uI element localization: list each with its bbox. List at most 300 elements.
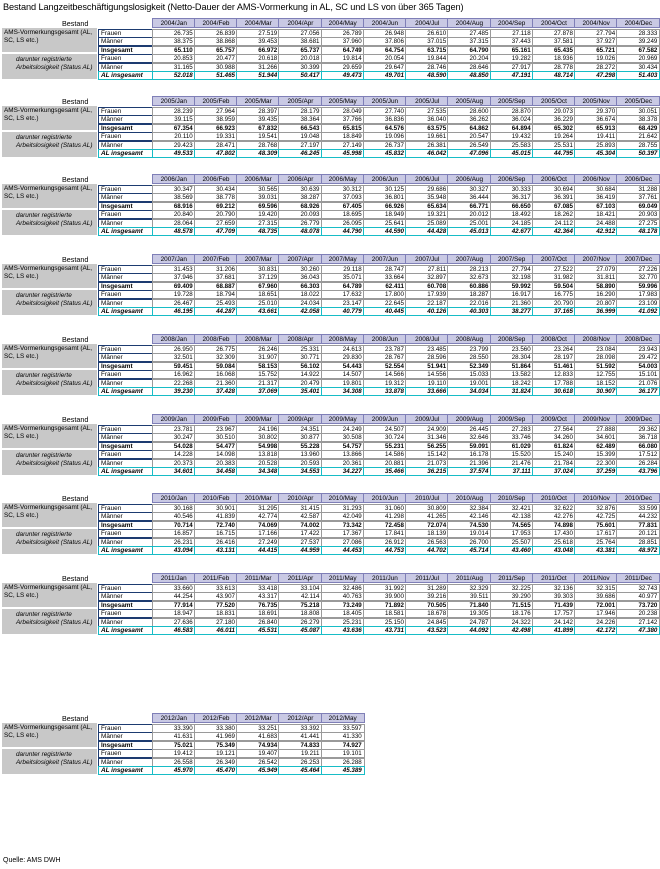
table-cell: 27.142 xyxy=(616,618,660,627)
table-cell: 37.761 xyxy=(616,193,660,202)
table-cell: 42.498 xyxy=(490,626,534,635)
table-cell: 27.226 xyxy=(616,265,660,274)
table-cell: 45.015 xyxy=(490,149,534,158)
table-cell: 17.788 xyxy=(532,379,576,388)
table-cell: 46.583 xyxy=(152,626,196,635)
table-cell: 64.894 xyxy=(490,124,534,133)
table-cell: 20.238 xyxy=(616,609,660,618)
table-cell: 36.024 xyxy=(490,115,534,124)
table-cell: 27.197 xyxy=(278,141,322,150)
table-cell: 29.830 xyxy=(321,353,365,362)
table-cell: 44.795 xyxy=(532,149,576,158)
table-cell: 45.087 xyxy=(278,626,322,635)
row-label: Männer xyxy=(98,353,158,362)
table-cell: 54.028 xyxy=(152,442,196,451)
month-header: 2006/Mar xyxy=(236,174,280,184)
table-cell: 27.811 xyxy=(405,265,449,274)
table-cell: 39.435 xyxy=(236,115,280,124)
table-cell: 30.877 xyxy=(278,433,322,442)
table-cell: 19.121 xyxy=(194,749,238,758)
row-label: Insgesamt xyxy=(98,202,158,211)
table-cell: 18.492 xyxy=(490,210,534,219)
month-header: 2005/Feb xyxy=(194,96,238,106)
table-cell: 39.249 xyxy=(616,37,660,46)
table-cell: 65.435 xyxy=(532,46,576,55)
table-cell: 62.411 xyxy=(363,282,407,291)
bestand-label: Bestand xyxy=(62,494,89,503)
table-cell: 43.636 xyxy=(321,626,365,635)
table-cell: 29.073 xyxy=(532,107,576,116)
data-rows xyxy=(2,184,658,235)
table-cell: 24.249 xyxy=(321,425,365,434)
table-cell: 52.349 xyxy=(447,362,491,371)
table-cell: 18.421 xyxy=(574,210,618,219)
table-cell: 30.434 xyxy=(616,63,660,72)
table-cell: 25.893 xyxy=(574,141,618,150)
table-cell: 74.898 xyxy=(532,521,576,530)
table-cell: 67.103 xyxy=(574,202,618,211)
table-cell: 65.721 xyxy=(574,46,618,55)
table-cell: 39.453 xyxy=(236,37,280,46)
month-header: 2011/Jan xyxy=(152,573,196,583)
table-cell: 30.508 xyxy=(321,433,365,442)
table-cell: 18.947 xyxy=(152,609,196,618)
table-cell: 64.789 xyxy=(321,282,365,291)
table-cell: 39.511 xyxy=(447,592,491,601)
table-cell: 40.445 xyxy=(363,307,407,316)
table-cell: 42.114 xyxy=(278,592,322,601)
table-cell: 27.636 xyxy=(152,618,196,627)
row-label: Frauen xyxy=(98,749,158,758)
table-cell: 31.982 xyxy=(532,273,576,282)
table-cell: 36.674 xyxy=(574,115,618,124)
table-cell: 31.295 xyxy=(236,504,280,513)
month-header-row xyxy=(2,414,653,424)
table-cell: 36.043 xyxy=(278,273,322,282)
table-cell: 41.298 xyxy=(363,512,407,521)
table-cell: 15.033 xyxy=(447,370,491,379)
table-cell: 31.289 xyxy=(405,584,449,593)
table-cell: 27.275 xyxy=(616,219,660,228)
table-cell: 26.416 xyxy=(194,538,238,547)
table-cell: 55.231 xyxy=(363,442,407,451)
table-cell: 26.246 xyxy=(236,345,280,354)
table-cell: 23.084 xyxy=(574,345,618,354)
table-cell: 19.048 xyxy=(278,132,322,141)
table-cell: 75.601 xyxy=(574,521,618,530)
table-cell: 20.593 xyxy=(278,459,322,468)
table-cell: 27.878 xyxy=(532,29,576,38)
table-cell: 39.900 xyxy=(363,592,407,601)
table-cell: 55.228 xyxy=(278,442,322,451)
year-block xyxy=(2,174,658,235)
year-block xyxy=(2,254,658,315)
table-cell: 42.725 xyxy=(574,512,618,521)
month-header: 2009/Sep xyxy=(490,414,534,424)
table-cell: 27.659 xyxy=(194,219,238,228)
table-cell: 44.287 xyxy=(194,307,238,316)
table-cell: 20.110 xyxy=(152,132,196,141)
month-header: 2008/Oct xyxy=(532,334,576,344)
table-cell: 25.010 xyxy=(236,299,280,308)
row-label: Frauen xyxy=(98,345,158,354)
month-header: 2004/Oct xyxy=(532,18,576,28)
table-cell: 20.969 xyxy=(616,54,660,63)
table-cell: 28.768 xyxy=(236,141,280,150)
table-cell: 71.515 xyxy=(490,601,534,610)
row-label: Frauen xyxy=(98,185,158,194)
table-cell: 46.011 xyxy=(194,626,238,635)
table-cell: 25.493 xyxy=(194,299,238,308)
table-cell: 27.740 xyxy=(363,107,407,116)
table-cell: 30.802 xyxy=(236,433,280,442)
row-label: AL insgesamt xyxy=(98,546,158,555)
table-cell: 27.537 xyxy=(278,538,322,547)
table-cell: 37.681 xyxy=(194,273,238,282)
table-cell: 31.453 xyxy=(152,265,196,274)
table-cell: 14.228 xyxy=(152,450,196,459)
bestand-label: Bestand xyxy=(62,255,89,264)
table-cell: 66.080 xyxy=(616,442,660,451)
table-cell: 16.715 xyxy=(194,529,238,538)
month-header: 2006/Nov xyxy=(574,174,618,184)
group-label-registered-unemployed: darunter registrierte Arbeitslosigkeit (Status AL) xyxy=(2,54,97,79)
month-header: 2007/Mar xyxy=(236,254,280,264)
month-header: 2010/Jul xyxy=(405,493,449,503)
table-cell: 30.312 xyxy=(321,185,365,194)
table-cell: 24.196 xyxy=(236,425,280,434)
row-label: AL insgesamt xyxy=(98,149,158,158)
row-label: Männer xyxy=(98,459,158,468)
table-cell: 46.245 xyxy=(278,149,322,158)
table-cell: 30.347 xyxy=(152,185,196,194)
table-cell: 41.839 xyxy=(194,512,238,521)
table-cell: 20.093 xyxy=(278,210,322,219)
table-cell: 18.808 xyxy=(278,609,322,618)
table-cell: 31.907 xyxy=(236,353,280,362)
table-cell: 23.943 xyxy=(616,345,660,354)
table-cell: 43.317 xyxy=(236,592,280,601)
table-cell: 30.125 xyxy=(363,185,407,194)
table-cell: 27.535 xyxy=(405,107,449,116)
month-header: 2006/Apr xyxy=(278,174,322,184)
table-cell: 26.549 xyxy=(447,141,491,150)
table-cell: 31.206 xyxy=(194,265,238,274)
table-cell: 31.266 xyxy=(236,63,280,72)
data-rows xyxy=(2,28,658,79)
table-cell: 20.881 xyxy=(363,459,407,468)
table-cell: 19.321 xyxy=(405,210,449,219)
month-header: 2008/Jun xyxy=(363,334,407,344)
table-cell: 17.422 xyxy=(278,529,322,538)
row-label: Frauen xyxy=(98,370,158,379)
row-label: Frauen xyxy=(98,529,158,538)
group-label-registered-unemployed: darunter registrierte Arbeitslosigkeit (Status AL) xyxy=(2,370,97,395)
table-cell: 30.694 xyxy=(532,185,576,194)
table-cell: 54.477 xyxy=(194,442,238,451)
table-cell: 43.048 xyxy=(532,546,576,555)
table-cell: 19.264 xyxy=(532,132,576,141)
month-header: 2010/Jan xyxy=(152,493,196,503)
table-cell: 26.563 xyxy=(405,538,449,547)
table-cell: 21.360 xyxy=(194,379,238,388)
table-cell: 21.073 xyxy=(405,459,449,468)
table-cell: 20.853 xyxy=(152,54,196,63)
row-label: Insgesamt xyxy=(98,741,158,750)
table-cell: 34.553 xyxy=(278,467,322,476)
table-cell: 35.401 xyxy=(278,387,322,396)
month-header: 2010/Oct xyxy=(532,493,576,503)
table-cell: 20.618 xyxy=(236,54,280,63)
row-label: Insgesamt xyxy=(98,282,158,291)
table-cell: 32.486 xyxy=(321,584,365,593)
table-cell: 28.304 xyxy=(490,353,534,362)
group-label-registered-unemployed: darunter registrierte Arbeitslosigkeit (Status AL) xyxy=(2,609,97,634)
table-cell: 32.673 xyxy=(447,273,491,282)
group-label-ams-total: AMS-Vormerkungsgesamt (AL, SC, LS etc.) xyxy=(2,503,97,528)
table-cell: 66.650 xyxy=(490,202,534,211)
month-header: 2004/Sep xyxy=(490,18,534,28)
table-cell: 20.479 xyxy=(278,379,322,388)
table-cell: 28.550 xyxy=(447,353,491,362)
table-cell: 37.574 xyxy=(447,467,491,476)
table-cell: 37.315 xyxy=(447,37,491,46)
month-header: 2004/Feb xyxy=(194,18,238,28)
table-cell: 19.412 xyxy=(152,749,196,758)
table-cell: 38.287 xyxy=(278,193,322,202)
month-header: 2004/Mar xyxy=(236,18,280,28)
month-header: 2008/Nov xyxy=(574,334,618,344)
table-cell: 44.753 xyxy=(363,546,407,555)
table-cell: 30.260 xyxy=(278,265,322,274)
table-cell: 72.074 xyxy=(405,521,449,530)
table-cell: 35.948 xyxy=(405,193,449,202)
month-header: 2011/Jul xyxy=(405,573,449,583)
table-cell: 24.322 xyxy=(490,618,534,627)
table-cell: 13.960 xyxy=(278,450,322,459)
table-cell: 51.941 xyxy=(405,362,449,371)
table-cell: 33.392 xyxy=(278,724,322,733)
table-cell: 74.530 xyxy=(447,521,491,530)
table-cell: 28.064 xyxy=(152,219,196,228)
table-cell: 30.907 xyxy=(574,387,618,396)
table-cell: 73.720 xyxy=(616,601,660,610)
row-label: AL insgesamt xyxy=(98,626,158,635)
table-cell: 42.912 xyxy=(574,227,618,236)
bestand-label: Bestand xyxy=(62,97,89,106)
table-cell: 27.079 xyxy=(574,265,618,274)
table-cell: 42.058 xyxy=(278,307,322,316)
table-cell: 15.240 xyxy=(532,450,576,459)
group-label-registered-unemployed: darunter registrierte Arbeitslosigkeit (Status AL) xyxy=(2,132,97,157)
month-header: 2011/Feb xyxy=(194,573,238,583)
month-header: 2007/Jul xyxy=(405,254,449,264)
table-cell: 47.096 xyxy=(447,149,491,158)
table-cell: 25.618 xyxy=(532,538,576,547)
month-header: 2012/Apr xyxy=(278,713,322,723)
table-cell: 39.303 xyxy=(532,592,576,601)
table-cell: 36.444 xyxy=(447,193,491,202)
month-header: 2008/Feb xyxy=(194,334,238,344)
table-cell: 42.138 xyxy=(490,512,534,521)
month-header: 2006/Jan xyxy=(152,174,196,184)
table-cell: 59.084 xyxy=(194,362,238,371)
table-cell: 30.831 xyxy=(236,265,280,274)
table-cell: 40.546 xyxy=(152,512,196,521)
table-cell: 54.003 xyxy=(616,362,660,371)
table-cell: 31.824 xyxy=(490,387,534,396)
table-cell: 34.601 xyxy=(574,433,618,442)
data-rows xyxy=(2,106,658,157)
table-cell: 52.554 xyxy=(363,362,407,371)
table-cell: 22.187 xyxy=(405,299,449,308)
month-header: 2004/Jan xyxy=(152,18,196,28)
month-header: 2007/Jun xyxy=(363,254,407,264)
table-cell: 29.686 xyxy=(405,185,449,194)
table-cell: 25.231 xyxy=(321,618,365,627)
table-cell: 23.560 xyxy=(490,345,534,354)
month-header: 2004/Jun xyxy=(363,18,407,28)
table-cell: 27.485 xyxy=(447,29,491,38)
table-cell: 44.415 xyxy=(236,546,280,555)
month-header-row xyxy=(2,18,653,28)
month-header: 2008/Apr xyxy=(278,334,322,344)
table-cell: 43.731 xyxy=(363,626,407,635)
table-cell: 33.251 xyxy=(236,724,280,733)
bestand-label: Bestand xyxy=(62,19,89,28)
group-label-ams-total: AMS-Vormerkungsgesamt (AL, SC, LS etc.) xyxy=(2,264,97,289)
table-cell: 39.216 xyxy=(405,592,449,601)
table-cell: 20.807 xyxy=(574,299,618,308)
table-cell: 66.923 xyxy=(194,124,238,133)
table-cell: 32.384 xyxy=(447,504,491,513)
table-cell: 62.489 xyxy=(574,442,618,451)
table-cell: 30.168 xyxy=(152,504,196,513)
table-cell: 30.434 xyxy=(194,185,238,194)
month-header: 2007/Sep xyxy=(490,254,534,264)
table-cell: 63.575 xyxy=(405,124,449,133)
table-cell: 18.678 xyxy=(405,609,449,618)
table-cell: 19.331 xyxy=(194,132,238,141)
table-cell: 31.346 xyxy=(405,433,449,442)
table-cell: 19.110 xyxy=(405,379,449,388)
table-cell: 32.198 xyxy=(490,273,534,282)
table-cell: 21.642 xyxy=(616,132,660,141)
table-cell: 19.305 xyxy=(447,609,491,618)
table-cell: 30.639 xyxy=(278,185,322,194)
table-cell: 32.315 xyxy=(574,584,618,593)
month-header: 2009/Dec xyxy=(616,414,660,424)
table-cell: 30.247 xyxy=(152,433,196,442)
table-cell: 28.746 xyxy=(405,63,449,72)
table-cell: 26.737 xyxy=(363,141,407,150)
table-cell: 44.590 xyxy=(363,227,407,236)
group-label-ams-total: AMS-Vormerkungsgesamt (AL, SC, LS etc.) xyxy=(2,424,97,449)
table-cell: 16.068 xyxy=(194,370,238,379)
month-header: 2011/May xyxy=(321,573,365,583)
table-cell: 58.153 xyxy=(236,362,280,371)
month-header: 2009/Jul xyxy=(405,414,449,424)
data-rows xyxy=(2,424,658,475)
table-cell: 33.746 xyxy=(490,433,534,442)
table-cell: 30.565 xyxy=(236,185,280,194)
month-header: 2010/Apr xyxy=(278,493,322,503)
table-cell: 50.397 xyxy=(616,149,660,158)
table-cell: 68.926 xyxy=(278,202,322,211)
month-header: 2006/Oct xyxy=(532,174,576,184)
table-cell: 31.165 xyxy=(152,63,196,72)
month-header: 2007/Oct xyxy=(532,254,576,264)
table-cell: 43.907 xyxy=(194,592,238,601)
table-cell: 12.755 xyxy=(574,370,618,379)
table-cell: 42.172 xyxy=(574,626,618,635)
table-cell: 14.507 xyxy=(321,370,365,379)
row-label: Insgesamt xyxy=(98,521,158,530)
table-cell: 41.092 xyxy=(616,307,660,316)
data-rows xyxy=(2,723,602,774)
table-cell: 31.293 xyxy=(321,504,365,513)
row-label: Männer xyxy=(98,273,158,282)
table-cell: 14.586 xyxy=(363,450,407,459)
table-cell: 19.101 xyxy=(321,749,365,758)
table-cell: 65.757 xyxy=(194,46,238,55)
table-cell: 66.771 xyxy=(447,202,491,211)
table-cell: 33.666 xyxy=(405,387,449,396)
table-cell: 56.102 xyxy=(278,362,322,371)
table-cell: 77.520 xyxy=(194,601,238,610)
row-label: Männer xyxy=(98,538,158,547)
table-cell: 20.547 xyxy=(447,132,491,141)
table-cell: 13.582 xyxy=(490,370,534,379)
table-cell: 17.632 xyxy=(321,290,365,299)
table-cell: 67.354 xyxy=(152,124,196,133)
month-header-row xyxy=(2,493,653,503)
table-cell: 35.466 xyxy=(363,467,407,476)
table-cell: 36.419 xyxy=(574,193,618,202)
table-cell: 77.831 xyxy=(616,521,660,530)
table-cell: 28.049 xyxy=(321,107,365,116)
month-header: 2006/Feb xyxy=(194,174,238,184)
table-cell: 26.912 xyxy=(363,538,407,547)
table-cell: 26.948 xyxy=(363,29,407,38)
table-cell: 43.131 xyxy=(194,546,238,555)
table-cell: 73.249 xyxy=(321,601,365,610)
table-cell: 24.185 xyxy=(490,219,534,228)
table-cell: 27.794 xyxy=(490,265,534,274)
table-cell: 26.779 xyxy=(278,219,322,228)
table-cell: 73.342 xyxy=(321,521,365,530)
month-header-row xyxy=(2,334,653,344)
table-cell: 39.230 xyxy=(152,387,196,396)
table-cell: 18.849 xyxy=(321,132,365,141)
month-header-row xyxy=(2,174,653,184)
table-cell: 67.085 xyxy=(532,202,576,211)
table-cell: 18.581 xyxy=(363,609,407,618)
table-cell: 17.841 xyxy=(363,529,407,538)
table-cell: 30.051 xyxy=(616,107,660,116)
table-cell: 39.686 xyxy=(574,592,618,601)
sheet-title: Bestand Langzeitbeschäftigungslosigkeit (Netto-Dauer der AMS-Vormerkung in AL, SC und LS von über 365 Tagen) xyxy=(3,2,464,12)
table-cell: 28.471 xyxy=(194,141,238,150)
table-cell: 41.265 xyxy=(405,512,449,521)
table-cell: 38.378 xyxy=(616,115,660,124)
table-cell: 28.098 xyxy=(574,353,618,362)
row-label: Männer xyxy=(98,618,158,627)
table-cell: 26.253 xyxy=(278,758,322,767)
table-cell: 74.934 xyxy=(236,741,280,750)
month-header: 2005/Jul xyxy=(405,96,449,106)
table-cell: 20.018 xyxy=(278,54,322,63)
